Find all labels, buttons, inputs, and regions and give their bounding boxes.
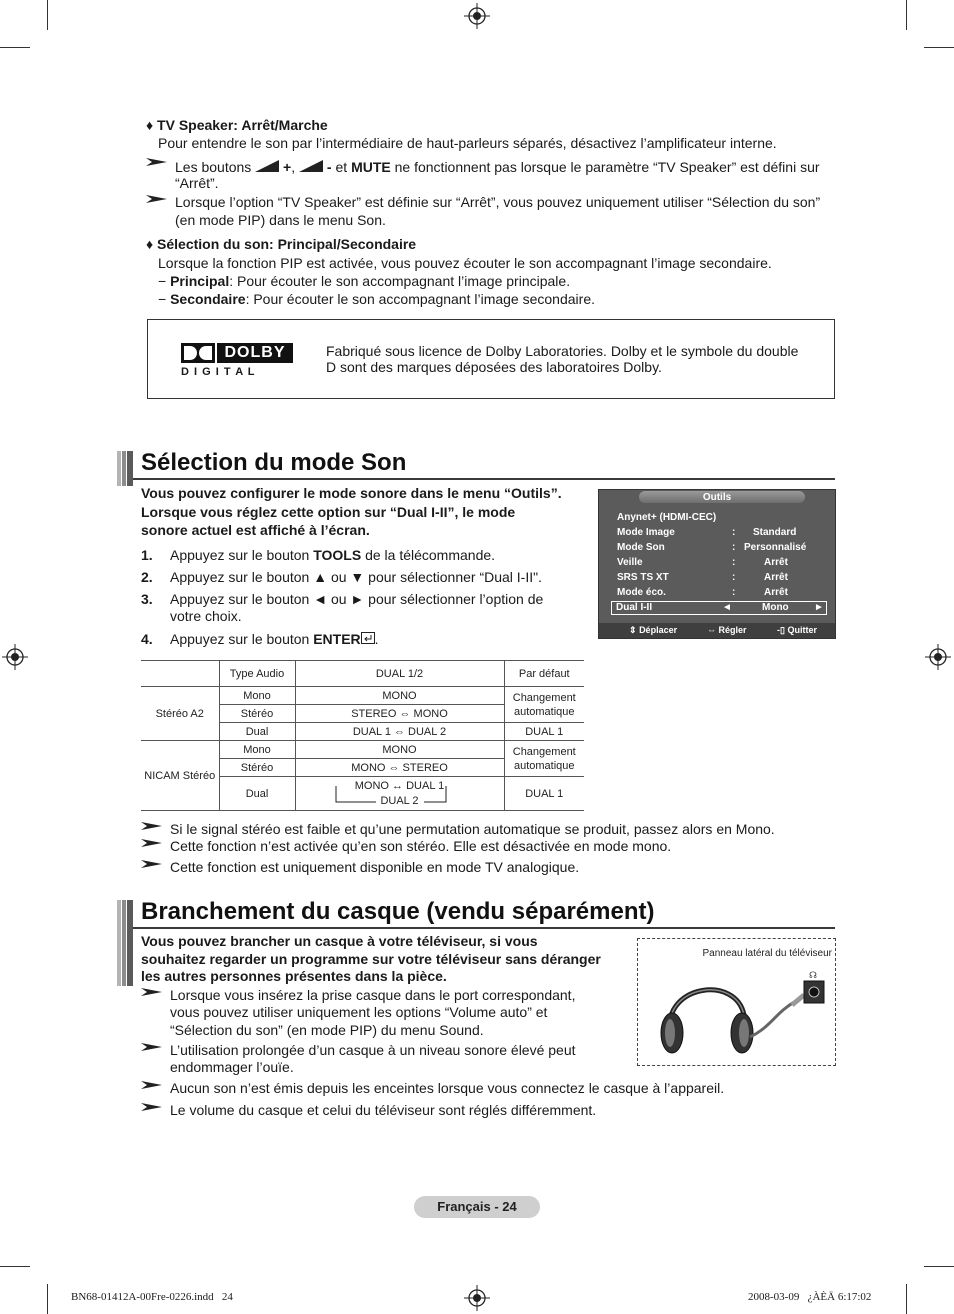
note-arrow-icon xyxy=(141,838,163,848)
dolby-double-d-icon xyxy=(181,343,215,363)
registration-mark-icon xyxy=(925,644,951,670)
note-headphone-2b: endommager l’ouïe. xyxy=(170,1059,294,1075)
osd-row-mode-eco[interactable]: Mode éco. : Arrêt xyxy=(617,587,788,598)
crop-mark xyxy=(47,0,48,30)
note-headphone-1: Lorsque vous insérez la prise casque dans le port correspondant, xyxy=(170,987,576,1003)
section-marker xyxy=(117,900,133,986)
osd-row-anynet[interactable]: Anynet+ (HDMI-CEC) xyxy=(617,512,717,523)
note-arrow-icon xyxy=(141,1080,163,1090)
type-cell: Stéréo xyxy=(219,705,295,723)
osd-row-srs[interactable]: SRS TS XT : Arrêt xyxy=(617,572,788,583)
group-a2: Stéréo A2 xyxy=(141,687,219,741)
note-arrow-icon xyxy=(141,1102,163,1112)
dual-cell: DUAL 1 ⇔ DUAL 2 xyxy=(295,723,504,741)
page-number-badge: Français - 24 xyxy=(414,1196,540,1218)
headphone-icon xyxy=(656,967,832,1059)
step-num: 2. xyxy=(141,569,153,585)
step-1: Appuyez sur le bouton TOOLS de la télécommande. xyxy=(170,547,496,563)
default-auto: Changement automatique xyxy=(504,687,584,723)
section1-lead-2: Lorsque vous réglez cette option sur “Dual I-II”, le mode xyxy=(141,504,516,520)
section-marker xyxy=(117,451,133,486)
dual-cell: MONO xyxy=(295,741,504,759)
crop-mark xyxy=(906,0,907,30)
dual-cell: MONO ⇔ STEREO xyxy=(295,759,504,777)
note-stereo-only: Cette fonction n’est activée qu’en son stéréo. Elle est désactivée en mode mono. xyxy=(170,838,672,854)
dolby-box xyxy=(147,319,835,399)
step-3: Appuyez sur le bouton ◄ ou ► pour sélectionner l’option de xyxy=(170,591,544,607)
svg-text:☊: ☊ xyxy=(809,971,817,981)
osd-title: Outils xyxy=(702,492,732,503)
dual-cell: MONO xyxy=(295,687,504,705)
tv-speaker-text: Pour entendre le son par l’intermédiaire de haut-parleurs séparés, désactivez l’amplificateur interne. xyxy=(158,135,777,151)
header-default: Par défaut xyxy=(504,661,584,687)
dolby-sub: D I G I T A L xyxy=(181,366,256,378)
volume-down-icon xyxy=(299,160,323,172)
osd-tools-menu xyxy=(598,489,836,639)
type-cell: Mono xyxy=(219,741,295,759)
note-tv-speaker-off-cont: (en mode PIP) dans le menu Son. xyxy=(175,212,386,228)
dual-cycle-cell: MONO ↔ DUAL 1 DUAL 2 xyxy=(295,777,504,811)
default-auto: Changement automatique xyxy=(504,741,584,777)
osd-row-veille[interactable]: Veille : Arrêt xyxy=(617,557,788,568)
osd-adjust-hint: ⇔ Régler xyxy=(707,625,747,635)
print-date: 2008-03-09 ¿ÀÈÄ 6:17:02 xyxy=(748,1291,872,1303)
dolby-text-2: D sont des marques déposées des laboratoires Dolby. xyxy=(326,359,662,375)
crop-mark xyxy=(0,1266,30,1267)
note-arrow-icon xyxy=(141,821,163,831)
osd-exit-hint: -▯ Quitter xyxy=(777,625,817,635)
sel-son-heading: ♦ Sélection du son: Principal/Secondaire xyxy=(146,236,417,252)
section-rule xyxy=(133,927,835,929)
note-arrow-icon xyxy=(141,1042,163,1052)
cycle-arrow-icon xyxy=(296,778,505,810)
section2-lead-3: les autres personnes présentes dans la pièce. xyxy=(141,968,447,984)
group-nicam: NICAM Stéréo xyxy=(141,741,219,811)
leftright-icon: ⇔ xyxy=(707,625,716,635)
note-headphone-2: L’utilisation prolongée d’un casque à un niveau sonore élevé peut xyxy=(170,1042,576,1058)
step-num: 4. xyxy=(141,631,153,647)
note-buttons-cont: “Arrêt”. xyxy=(175,175,219,191)
step-num: 3. xyxy=(141,591,153,607)
volume-up-icon xyxy=(255,160,279,172)
step-4: Appuyez sur le bouton ENTER . xyxy=(170,631,379,647)
osd-move-hint: ⇕ Déplacer xyxy=(629,625,678,635)
section1-lead-1: Vous pouvez configurer le mode sonore dans le menu “Outils”. xyxy=(141,485,562,501)
osd-row-dual-selected[interactable]: Dual I-II ◄ Mono ► xyxy=(611,601,827,615)
crop-mark xyxy=(924,1266,954,1267)
note-arrow-icon xyxy=(141,987,163,997)
principal-line: − Principal: Pour écouter le son accompagnant l’image principale. xyxy=(158,273,571,289)
note-tv-speaker-off: Lorsque l’option “TV Speaker” est définie sur “Arrêt”, vous pouvez uniquement utiliser “Sélection du son” xyxy=(175,194,821,210)
secondaire-line: − Secondaire: Pour écouter le son accompagnant l’image secondaire. xyxy=(158,291,595,307)
note-headphone-1c: “Sélection du son” (en mode PIP) du menu Sound. xyxy=(170,1022,484,1038)
crop-mark xyxy=(924,47,954,48)
note-analog-only: Cette fonction est uniquement disponible en mode TV analogique. xyxy=(170,859,580,875)
step-3-cont: votre choix. xyxy=(170,608,242,624)
osd-right-arrow-icon: ► xyxy=(814,602,824,613)
osd-row-mode-son[interactable]: Mode Son : Personnalisé xyxy=(617,542,807,553)
enter-icon xyxy=(361,632,375,644)
note-headphone-4: Le volume du casque et celui du téléviseur sont réglés différemment. xyxy=(170,1102,597,1118)
note-weak-signal: Si le signal stéréo est faible et qu’une permutation automatique se produit, passez alors en Mono. xyxy=(170,821,775,837)
note-arrow-icon xyxy=(146,194,168,204)
note-arrow-icon xyxy=(146,157,168,167)
default-dual: DUAL 1 xyxy=(504,723,584,741)
section2-lead-1: Vous pouvez brancher un casque à votre téléviseur, si vous xyxy=(141,933,538,949)
crop-mark xyxy=(906,1284,907,1314)
osd-footer xyxy=(599,623,835,638)
header-type-audio: Type Audio xyxy=(219,661,295,687)
type-cell: Mono xyxy=(219,687,295,705)
type-cell: Dual xyxy=(219,777,295,811)
section2-lead-2: souhaitez regarder un programme sur votre téléviseur sans déranger xyxy=(141,951,601,967)
registration-mark-icon xyxy=(2,644,28,670)
section-rule xyxy=(133,478,835,480)
crop-mark xyxy=(0,47,30,48)
note-headphone-1b: vous pouvez utiliser uniquement les options “Volume auto” et xyxy=(170,1004,548,1020)
step-num: 1. xyxy=(141,547,153,563)
section1-lead-3: sonore actuel est affiché à l’écran. xyxy=(141,522,370,538)
registration-mark-icon xyxy=(464,1285,490,1311)
headphone-panel xyxy=(637,938,836,1066)
header-dual: DUAL 1/2 xyxy=(295,661,504,687)
section-title-mode-son: Sélection du mode Son xyxy=(141,449,407,476)
step-2: Appuyez sur le bouton ▲ ou ▼ pour sélectionner “Dual I-II". xyxy=(170,569,542,585)
sel-son-text: Lorsque la fonction PIP est activée, vous pouvez écouter le son accompagnant l’image secondaire. xyxy=(158,255,772,271)
crop-mark xyxy=(47,1284,48,1314)
audio-mode-table xyxy=(141,660,584,811)
file-slug: BN68-01412A-00Fre-0226.indd 24 xyxy=(71,1291,233,1303)
dual-cell: STEREO ⇔ MONO xyxy=(295,705,504,723)
osd-row-mode-image[interactable]: Mode Image : Standard xyxy=(617,527,797,538)
dolby-text-1: Fabriqué sous licence de Dolby Laboratories. Dolby et le symbole du double xyxy=(326,343,799,359)
type-cell: Dual xyxy=(219,723,295,741)
dolby-digital-logo xyxy=(181,342,297,378)
registration-mark-icon xyxy=(464,3,490,29)
tv-speaker-heading: ♦ TV Speaker: Arrêt/Marche xyxy=(146,117,328,133)
type-cell: Stéréo xyxy=(219,759,295,777)
note-buttons: Les boutons +, - et MUTE ne fonctionnent pas lorsque le paramètre “TV Speaker” est défini sur xyxy=(175,159,820,175)
section-title-casque: Branchement du casque (vendu séparément) xyxy=(141,898,655,925)
exit-icon: -▯ xyxy=(777,625,785,635)
dolby-word: DOLBY xyxy=(217,343,293,363)
panel-label: Panneau latéral du téléviseur xyxy=(702,948,832,959)
osd-left-arrow-icon: ◄ xyxy=(722,602,732,613)
default-dual: DUAL 1 xyxy=(504,777,584,811)
updown-icon: ⇕ xyxy=(629,625,637,635)
note-headphone-3: Aucun son n’est émis depuis les enceintes lorsque vous connectez le casque à l’appareil. xyxy=(170,1080,725,1096)
note-arrow-icon xyxy=(141,859,163,869)
